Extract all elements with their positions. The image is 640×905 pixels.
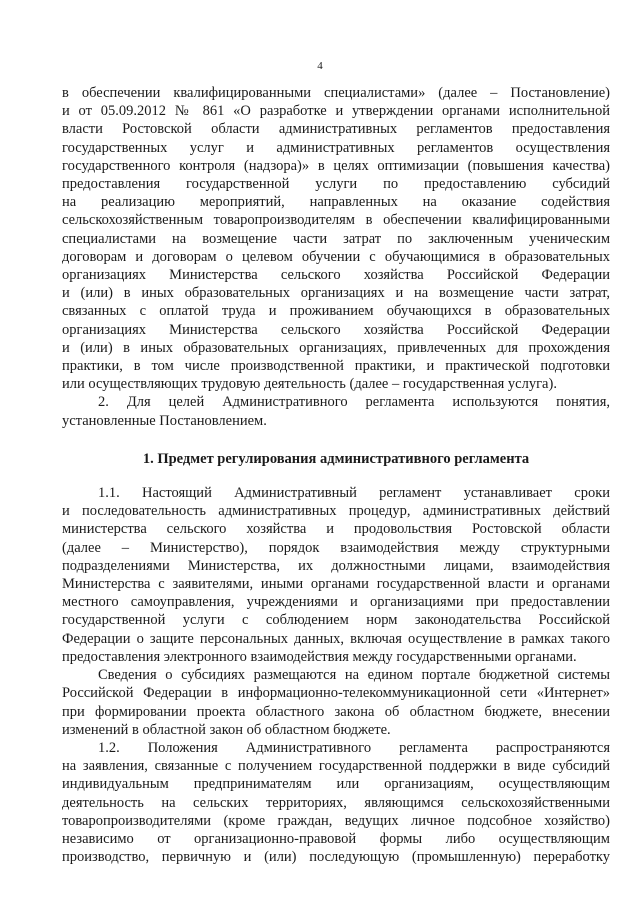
text-line: изменений в областной закон об областном бюджете. [62,721,391,738]
paragraph-1-2 [62,739,610,866]
text-line: сельскохозяйственным товаропроизводителям в обеспечении квалифицированными [62,212,610,229]
section-heading: 1. Предмет регулирования административного регламента [142,450,530,467]
text-line: власти Ростовской области административных регламентов предоставления [62,121,610,138]
text-line: государственных услуг и административных регламентов осуществления [62,139,610,156]
paragraph-1-1 [62,484,610,666]
text-line: товаропроизводителями (кроме граждан, ведущих личное подсобное хозяйство) [62,812,610,829]
text-line: местного самоуправления, учреждениями и организациями при предоставлении [62,594,610,611]
text-line: независимо от организационно-правовой формы либо осуществляющим [62,830,610,847]
text-line: установленные Постановлением. [62,412,267,429]
text-line: производство, первичную и (или) последующую (промышленную) переработку [62,849,610,866]
text-line: государственной услуги с соблюдением норм законодательства Российской [62,612,610,629]
text-line: министерства сельского хозяйства и продовольствия Ростовской области [62,521,610,538]
text-line: связанных с оплатой труда и проживанием обучающихся в образовательных [62,303,610,320]
text-line: Федерации о защите персональных данных, включая осуществление в рамках такого [62,630,610,647]
text-line: предоставления электронного взаимодействия между государственными органами. [62,648,577,665]
text-line: 1.2. Положения Административного регламента распространяются [98,739,610,756]
text-line: практики, в том числе производственной практики, и практической подготовки [62,358,610,375]
text-line: и от 05.09.2012 № 861 «О разработке и утверждении органами исполнительной [62,103,610,120]
paragraph-1 [62,84,610,393]
text-line: 1.1. Настоящий Административный регламент устанавливает сроки [98,485,610,502]
text-line: (далее – Министерство), порядок взаимодействия между структурными [62,539,610,556]
text-line: 2. Для целей Административного регламента используются понятия, [98,394,610,411]
text-line: Российской Федерации в информационно-телекоммуникационной сети «Интернет» [62,685,610,702]
paragraph-subsidy-info [62,666,610,739]
document-body [62,84,610,866]
text-line: организациях Министерства сельского хозяйства Российской Федерации [62,321,610,338]
text-line: и (или) в иных образовательных организациях и на возмещение части затрат, [62,285,610,302]
text-line: и (или) в иных образовательных организациях, привлеченных для прохождения [62,339,610,356]
text-line: подразделениями Министерства, их должностными лицами, взаимодействия [62,557,610,574]
text-line: деятельность на сельских территориях, являющимся сельскохозяйственными [62,794,610,811]
text-line: на заявления, связанные с получением государственной поддержки в виде субсидий [62,758,610,775]
text-line: Министерства с заявителями, иными органами государственной власти и органами [62,576,610,593]
text-line: договорам и договорам о целевом обучении с обучающимися в образовательных [62,248,610,265]
paragraph-2 [62,393,610,429]
text-line: Сведения о субсидиях размещаются на едином портале бюджетной системы [98,667,610,684]
text-line: предоставления государственной услуги по предоставлению субсидий [62,176,610,193]
text-line: и последовательность административных процедур, административных действий [62,503,610,520]
text-line: на реализацию мероприятий, направленных на оказание содействия [62,194,610,211]
text-line: или осуществляющих трудовую деятельность (далее – государственная услуга). [62,376,557,393]
text-line: организациях Министерства сельского хозяйства Российской Федерации [62,267,610,284]
text-line: при формировании проекта областного закона об областном бюджете, внесении [62,703,610,720]
text-line: в обеспечении квалифицированными специалистами» (далее – Постановление) [62,85,610,101]
text-line: специалистами на возмещение части затрат по заключенным ученическим [62,230,610,247]
page-number: 4 [317,60,323,72]
text-line: индивидуальным предпринимателям или организациям, осуществляющим [62,776,610,793]
text-line: государственного контроля (надзора)» в целях оптимизации (повышения качества) [62,157,610,174]
